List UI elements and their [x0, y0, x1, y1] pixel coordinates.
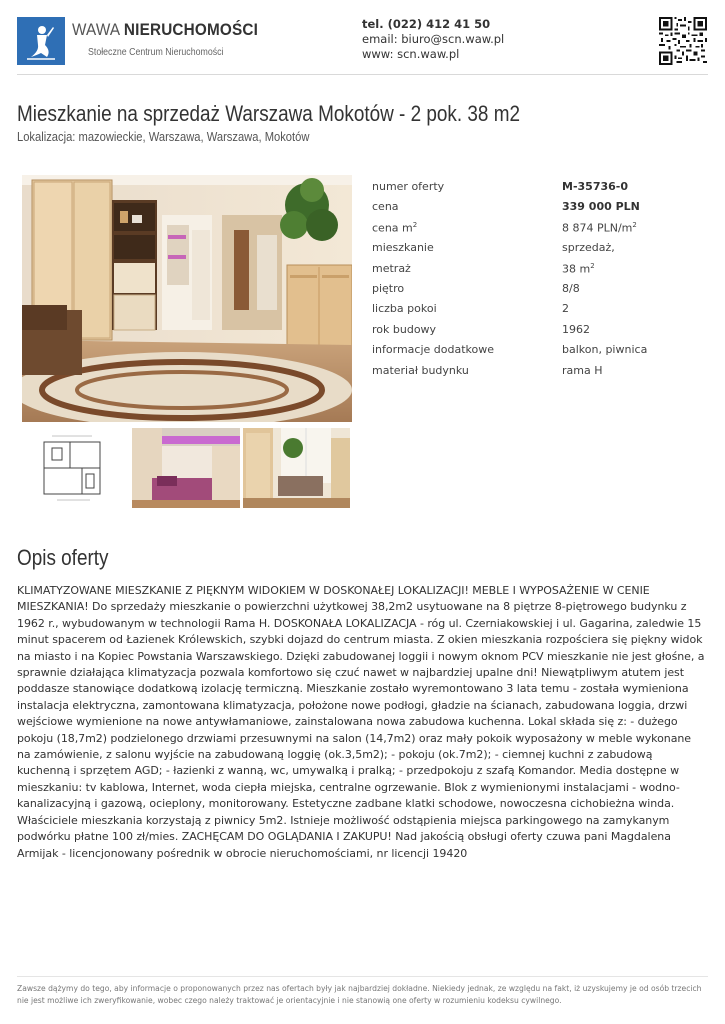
main-photo[interactable] — [22, 175, 352, 422]
description-text: KLIMATYZOWANE MIESZKANIE Z PIĘKNYM WIDOKIEM W DOSKONAŁEJ LOKALIZACJI! MEBLE I WYPOSAŻENIE W CENIE MIESZKANIA! Do sprzedaży mieszkanie o powierzchni użytkowej 38,2m2 usytuowane na 8 piętrze 8-piętrowego budynku z 1962 r., wybudowanym w technologii Rama H. DOSKONAŁA LOKALIZACJA - róg ul. Czerniakowskiej i ul. Gagarina, zaledwie 15 minut spacerem od Łazienek Królewskich, szybki dojazd do centrum miasta. Z okien mieszkania rozpościera się piękny widok na miasto i na Kopiec Powstania Warszawskiego. Dzięki zabudowanej loggii i nowym oknom PCV mieszkanie nie jest głośne, a sprawnie działająca klimatyzacja pozwala komfortowo się czuć nawet w najbardziej upalne dni! Niewątpliwym atutem jest poddasze stanowiące dodatkową izolację termiczną. Mieszkanie zostało wyremontowano 3 lata temu - została wymieniona instalacja elektryczna, zamontowana klimatyzacja, położone nowe podłogi, gładzie na ścianach, zabudowana loggia, drzwi wejściowe wymienione na nowe antywłamaniowe, zainstalowana nowa zabudowa kuchenna. Lokal składa się z: - dużego pokoju (18,7m2) podzielonego drzwiami przesuwnymi na salon (14,7m2) oraz mały pokoik wyposażony w meble wykonane na zamówienie, z salonu wyjście na zabudowaną loggię (ok.3,5m2); - pokoju (ok.7m2); - ciemnej kuchni z zabudową kuchenną i sprzętem AGD; - łazienki z wanną, wc, umywalką i pralką; - przedpokoju z szafą Komandor. Media dostępne w mieszkaniu: tv kablowa, Internet, woda ciepła miejska, centralne ogrzewanie. Blok z wymienionymi instalacjami - wodno-kanalizacyjną i gazową, ocieplony, monitorowany. Estetyczne zadbane klatki schodowe, nowoczesna cichobieżna winda. Właściciele mieszkania korzystają z piwnicy 5m2. Istnieje możliwość odstąpienia miejsca parkingowego na zamykanym podwórku płatne 100 zł/mies. ZACHĘCAM DO OGLĄDANIA I ZAKUPU! Nad jakością obsługi oferty czuwa pani Magdalena Armijak - licencjonowany pośrednik w obrocie nieruchomościami, nr licencji 19420 — [17, 584, 705, 860]
mermaid-logo-icon — [17, 17, 65, 65]
detail-value-text: M-35736-0 — [562, 180, 628, 193]
detail-value — [562, 323, 590, 336]
detail-value — [562, 180, 628, 193]
detail-value-text: 1962 — [562, 322, 590, 336]
detail-label-text: informacje dodatkowe — [372, 343, 495, 357]
description-heading: Opis oferty — [17, 545, 109, 570]
detail-value — [562, 302, 569, 315]
contact-block — [362, 17, 504, 62]
brand-name-bold: NIERUCHOMOŚCI — [123, 20, 259, 39]
company-logo — [17, 17, 65, 65]
detail-label — [372, 343, 494, 356]
detail-label — [372, 180, 444, 193]
detail-value — [562, 343, 647, 356]
detail-label-text: piętro — [372, 281, 405, 295]
living-room-photo-thumbnail[interactable] — [243, 428, 350, 508]
detail-value — [562, 364, 603, 377]
detail-value — [562, 241, 615, 254]
detail-label — [372, 221, 417, 235]
detail-value-text: 8 874 PLN/m — [562, 221, 633, 235]
detail-value-sup: 2 — [590, 261, 595, 270]
detail-value-text: 38 m — [562, 262, 591, 276]
detail-label-text: cena m — [372, 221, 413, 235]
brand-subtitle: Stołeczne Centrum Nieruchomości — [88, 47, 224, 58]
header-divider — [17, 74, 708, 75]
footer-disclaimer: Zawsze dążymy do tego, aby informacje o proponowanych przez nas ofertach były jak najbardziej dokładne. Niekiedy jednak, ze względu na fakt, iż uzyskujemy je od osób trzecich nie jest możliwe ich zweryfikowanie, wobec czego należy traktować je orientacyjnie i nie stanowią one oferty w rozumieniu kodeksu cywilnego. — [17, 984, 702, 1005]
detail-label-text: cena — [372, 200, 399, 214]
footer-divider — [17, 976, 708, 977]
detail-value — [562, 262, 595, 276]
brand-name — [72, 20, 258, 40]
detail-value — [562, 282, 580, 295]
detail-label-sup: 2 — [412, 220, 418, 229]
detail-label-text: metraż — [372, 261, 411, 275]
detail-value-text: 339 000 PLN — [562, 200, 640, 214]
detail-label-text: materiał budynku — [372, 363, 469, 377]
detail-value-text: 2 — [562, 302, 569, 316]
detail-label-text: rok budowy — [372, 322, 437, 336]
detail-label-text: numer oferty — [372, 180, 445, 193]
detail-value-text: rama H — [562, 363, 603, 377]
detail-label-text: liczba pokoi — [372, 302, 437, 316]
detail-label — [372, 262, 411, 275]
detail-label — [372, 241, 434, 254]
detail-label-text: mieszkanie — [372, 241, 434, 255]
listing-location: Lokalizacja: mazowieckie, Warszawa, Warszawa, Mokotów — [17, 129, 310, 144]
contact-website[interactable]: www: scn.waw.pl — [362, 47, 460, 61]
detail-label — [372, 200, 399, 213]
detail-value — [562, 221, 637, 235]
detail-label — [372, 323, 436, 336]
detail-label — [372, 302, 437, 315]
detail-label — [372, 282, 404, 295]
detail-value-text: sprzedaż, — [562, 241, 615, 255]
detail-value-text: 8/8 — [562, 281, 580, 295]
qr-code-icon — [659, 17, 707, 65]
detail-value-text: balkon, piwnica — [562, 343, 648, 357]
contact-phone[interactable]: tel. (022) 412 41 50 — [362, 17, 491, 31]
detail-value — [562, 200, 640, 213]
brand-name-light: WAWA — [72, 20, 120, 39]
contact-email[interactable]: email: biuro@scn.waw.pl — [362, 32, 505, 46]
detail-label — [372, 364, 469, 377]
floor-plan-thumbnail[interactable] — [22, 428, 125, 508]
listing-title: Mieszkanie na sprzedaż Warszawa Mokotów - 2 pok. 38 m2 — [17, 101, 520, 126]
bedroom-photo-thumbnail[interactable] — [132, 428, 240, 508]
detail-value-sup: 2 — [632, 220, 637, 229]
